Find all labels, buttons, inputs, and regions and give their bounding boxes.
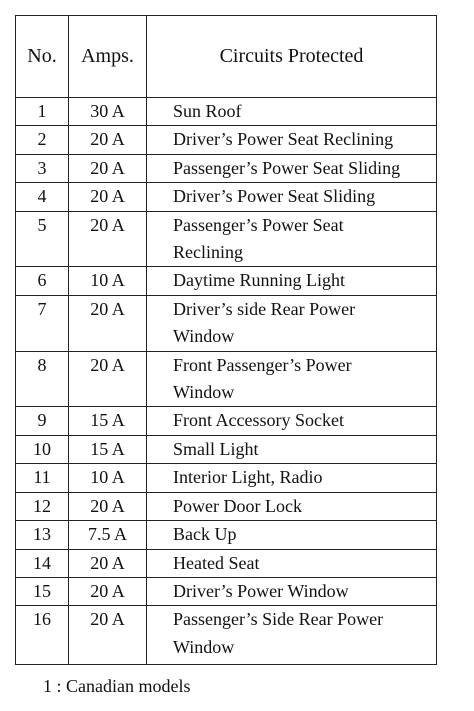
fuse-amperage: 20 A bbox=[69, 577, 147, 605]
fuse-number: 6 bbox=[16, 267, 69, 295]
circuit-line: Heated Seat bbox=[173, 552, 260, 573]
table-row bbox=[16, 577, 437, 605]
circuit-line: Passenger’s Power Seat bbox=[173, 214, 344, 235]
footnote: 1 : Canadian models bbox=[43, 676, 191, 696]
circuit-line: Passenger’s Power Seat Sliding bbox=[173, 157, 401, 178]
fuse-number: 9 bbox=[16, 407, 69, 435]
circuit-line: Window bbox=[173, 326, 235, 347]
circuit-line: Daytime Running Light bbox=[173, 270, 345, 291]
table-row bbox=[16, 267, 437, 295]
fuse-amperage: 20 A bbox=[69, 126, 147, 154]
fuse-amperage: 10 A bbox=[69, 267, 147, 295]
table-row bbox=[16, 492, 437, 520]
circuit-line: Power Door Lock bbox=[173, 495, 302, 516]
table-row bbox=[16, 521, 437, 549]
circuit-protected bbox=[147, 606, 437, 665]
fuse-number: 15 bbox=[16, 577, 69, 605]
fuse-number: 7 bbox=[16, 295, 69, 351]
fuse-amperage: 20 A bbox=[69, 606, 147, 665]
fuse-amperage: 20 A bbox=[69, 492, 147, 520]
fuse-number: 14 bbox=[16, 549, 69, 577]
circuit-line: Sun Roof bbox=[173, 101, 242, 121]
fuse-number: 4 bbox=[16, 183, 69, 211]
fuse-amperage: 20 A bbox=[69, 549, 147, 577]
fuse-number: 5 bbox=[16, 211, 69, 267]
table-row bbox=[16, 407, 437, 435]
circuit-protected bbox=[147, 154, 437, 182]
circuit-protected bbox=[147, 435, 437, 463]
table-row bbox=[16, 435, 437, 463]
table-row bbox=[16, 183, 437, 211]
circuit-line: Driver’s side Rear Power bbox=[173, 298, 356, 319]
fuse-number: 10 bbox=[16, 435, 69, 463]
fuse-amperage: 15 A bbox=[69, 407, 147, 435]
fuse-number: 13 bbox=[16, 521, 69, 549]
table-row bbox=[16, 351, 437, 407]
circuit-protected bbox=[147, 126, 437, 154]
header-circuits: Circuits Protected bbox=[147, 16, 437, 98]
circuit-line: Back Up bbox=[173, 524, 237, 545]
fuse-table-body bbox=[16, 98, 437, 665]
fuse-number: 12 bbox=[16, 492, 69, 520]
fuse-amperage: 10 A bbox=[69, 464, 147, 492]
circuit-line: Window bbox=[173, 636, 235, 657]
fuse-amperage: 20 A bbox=[69, 351, 147, 407]
fuse-number: 8 bbox=[16, 351, 69, 407]
fuse-amperage: 20 A bbox=[69, 154, 147, 182]
circuit-line: Driver’s Power Seat Sliding bbox=[173, 186, 376, 207]
fuse-amperage: 20 A bbox=[69, 211, 147, 267]
table-row bbox=[16, 98, 437, 126]
header-no: No. bbox=[16, 16, 69, 98]
fuse-amperage: 30 A bbox=[69, 98, 147, 126]
circuit-protected bbox=[147, 267, 437, 295]
circuit-protected bbox=[147, 407, 437, 435]
fuse-table bbox=[15, 15, 437, 665]
circuit-protected bbox=[147, 211, 437, 267]
fuse-number: 16 bbox=[16, 606, 69, 665]
circuit-protected bbox=[147, 549, 437, 577]
circuit-protected bbox=[147, 351, 437, 407]
fuse-number: 1 bbox=[16, 98, 69, 126]
circuit-line: Driver’s Power Seat Reclining bbox=[173, 129, 394, 150]
circuit-protected bbox=[147, 295, 437, 351]
circuit-protected bbox=[147, 521, 437, 549]
header-amps: Amps. bbox=[69, 16, 147, 98]
circuit-line: Small Light bbox=[173, 438, 259, 459]
table-row bbox=[16, 154, 437, 182]
circuit-protected bbox=[147, 492, 437, 520]
table-row bbox=[16, 606, 437, 665]
circuit-line: Reclining bbox=[173, 242, 243, 263]
table-row bbox=[16, 211, 437, 267]
fuse-number: 2 bbox=[16, 126, 69, 154]
table-row bbox=[16, 295, 437, 351]
circuit-line: Front Accessory Socket bbox=[173, 410, 344, 431]
circuit-line: Driver’s Power Window bbox=[173, 580, 349, 601]
circuit-line: Window bbox=[173, 382, 235, 403]
circuit-protected bbox=[147, 464, 437, 492]
circuit-line: Interior Light, Radio bbox=[173, 467, 323, 488]
table-row bbox=[16, 464, 437, 492]
fuse-amperage: 7.5 A bbox=[69, 521, 147, 549]
circuit-line: Passenger’s Side Rear Power bbox=[173, 609, 384, 630]
circuit-line: Front Passenger’s Power bbox=[173, 354, 352, 375]
fuse-amperage: 20 A bbox=[69, 295, 147, 351]
table-row bbox=[16, 126, 437, 154]
circuit-protected bbox=[147, 98, 437, 126]
fuse-number: 3 bbox=[16, 154, 69, 182]
fuse-number: 11 bbox=[16, 464, 69, 492]
table-row bbox=[16, 549, 437, 577]
fuse-amperage: 20 A bbox=[69, 183, 147, 211]
header-row bbox=[16, 16, 437, 98]
circuit-protected bbox=[147, 183, 437, 211]
fuse-amperage: 15 A bbox=[69, 435, 147, 463]
circuit-protected bbox=[147, 577, 437, 605]
